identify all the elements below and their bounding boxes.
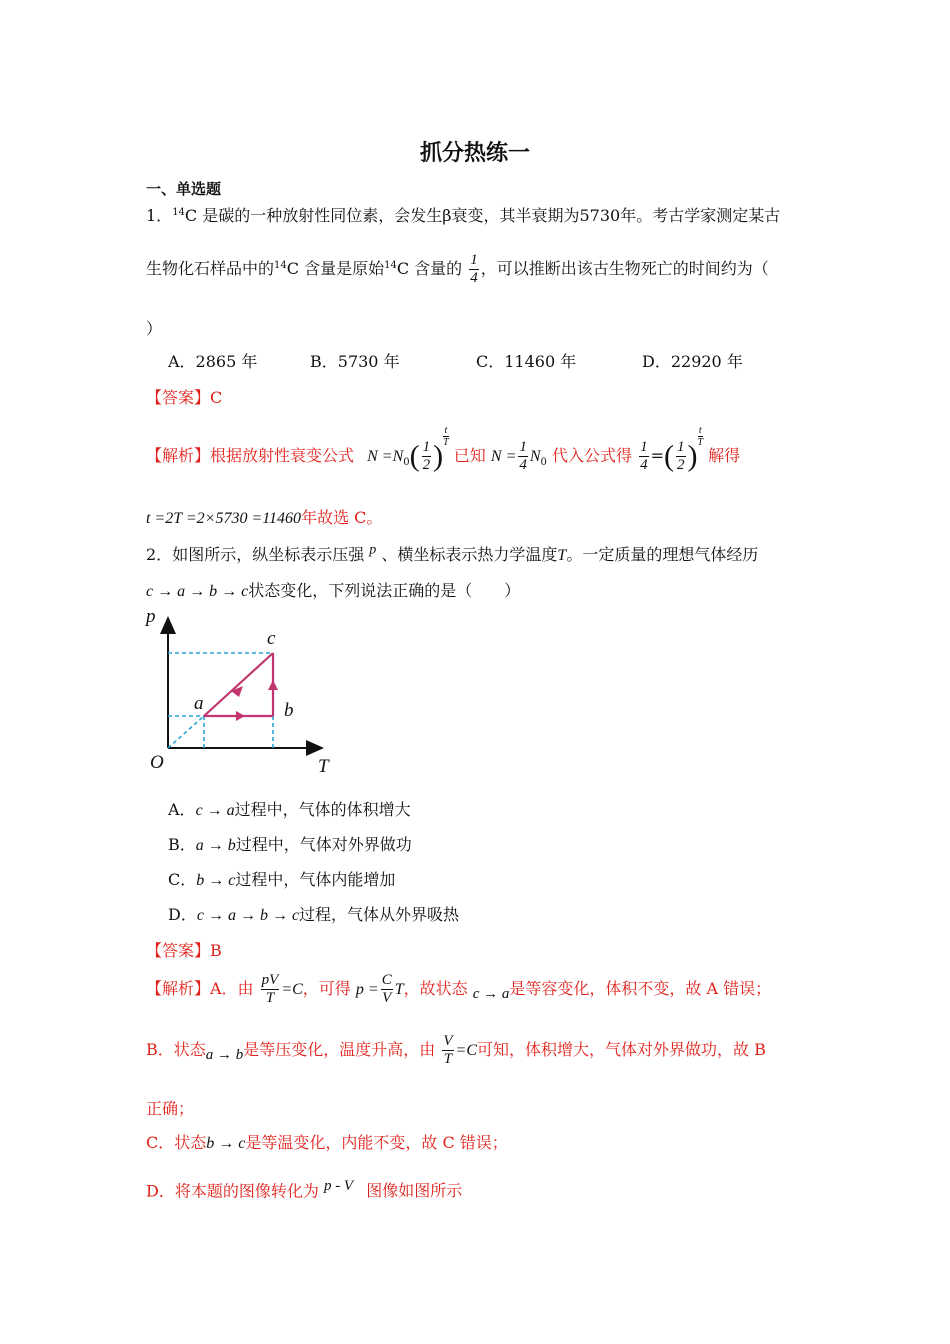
q1-fraction: $\frac{1}{4}$ xyxy=(470,252,478,286)
q2-explain-c: C．状态b → c是等温变化，内能不变，故 C 错误； xyxy=(146,1133,508,1152)
q2-option-c: C．b → c过程中，气体内能增加 xyxy=(168,870,396,889)
q1-explanation: 【解析】根据放射性衰变公式 $N =N_0$( $\frac{1}{2}$ ) $^{\frac{t}{T}}$ 已知 N = $\frac{1}{4}$ $N_0$ 代入公式得 $\frac{1}{4}$ =( $\frac{1}{2}$ ) $^{\frac{t}{T}}$ 解得 xyxy=(146,425,741,474)
q2-answer: 【答案】B xyxy=(146,941,222,960)
q1-answer: 【答案】C xyxy=(146,388,223,407)
section-heading: 一、单选题 xyxy=(146,180,222,198)
q2-line-1: 2．如图所示，纵坐标表示压强 $^p$ 、横坐标表示热力学温度T。一定质量的理想气体经历 xyxy=(146,542,759,564)
q2-line-2: c → a → b → c状态变化，下列说法正确的是（ ） xyxy=(146,581,521,600)
q2-explain-b-cont: 正确； xyxy=(146,1099,195,1118)
q1-line-1: 1．$^{14}$C 是碳的一种放射性同位素，会发生β衰变，其半衰期为5730年。考古学家测定某古 xyxy=(146,206,781,225)
q2-explain-d: D．将本题的图像转化为 $^{p - V}$ 图像如图所示 xyxy=(146,1178,463,1201)
q2-explain-b: B．状态$_{a \to b}$是等压变化，温度升高，由 $\frac{V}{T}$ =C可知，体积增大，气体对外界做功，故 B xyxy=(146,1033,766,1067)
point-label-a: a xyxy=(194,693,204,714)
q1-line-3: ） xyxy=(146,319,163,338)
q2-option-b: B．a → b过程中，气体对外界做功 xyxy=(168,835,412,854)
q1-option-c: C．11460 年 xyxy=(476,352,577,371)
q1-option-a: A．2865 年 xyxy=(168,352,258,371)
q1-option-b: B．5730 年 xyxy=(310,352,400,371)
q1-result: t =2T =2×5730 =11460年故选 C。 xyxy=(146,508,383,527)
q2-option-a: A．c → a过程中，气体的体积增大 xyxy=(168,800,411,819)
point-label-c: c xyxy=(267,628,276,649)
axis-label-p: p xyxy=(146,606,156,627)
p-t-graph xyxy=(140,600,350,785)
q2-option-d: D．c → a → b → c过程，气体从外界吸热 xyxy=(168,905,460,924)
axis-label-t: T xyxy=(318,756,329,777)
q1-option-d: D．22920 年 xyxy=(642,352,743,371)
point-label-b: b xyxy=(284,700,294,721)
q1-line-2: 生物化石样品中的$^{14}$C 含量是原始$^{14}$C 含量的 $\frac{1}{4}$ ，可以推断出该古生物死亡的时间约为（ xyxy=(146,252,769,286)
q2-explain-a: 【解析】A．由 $\frac{pV}{T}$ =C，可得 p = $\frac{C}{V}$ T，故状态 $_{c \to a}$是等容变化，体积不变，故 A 错误； xyxy=(146,972,772,1006)
origin-label: O xyxy=(150,752,164,773)
cycle-path xyxy=(204,653,273,716)
page-title: 抓分热练一 xyxy=(419,141,530,166)
